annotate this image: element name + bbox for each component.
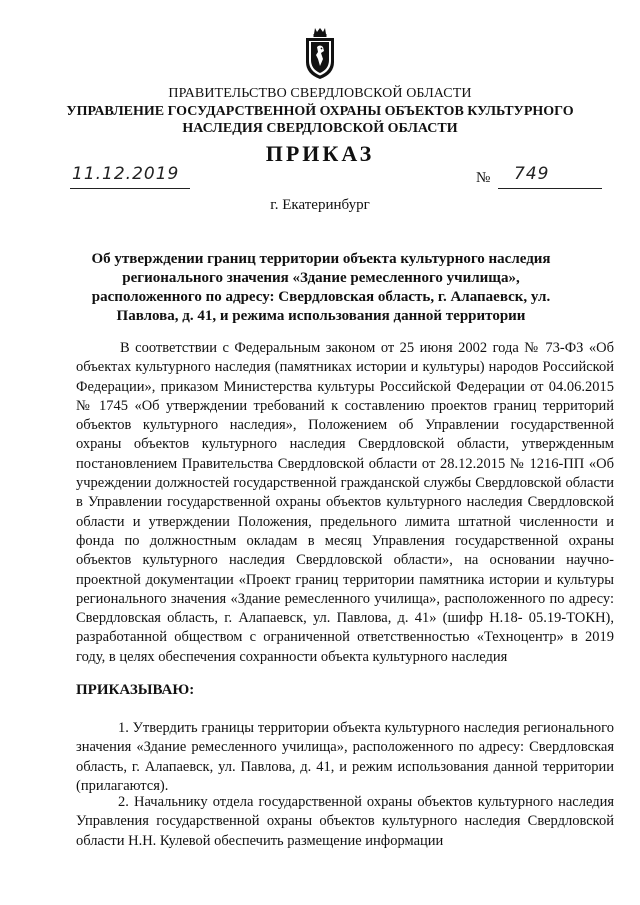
city: г. Екатеринбург — [270, 197, 370, 213]
handwritten-number: 749 — [514, 164, 550, 184]
order-item-2: 2. Начальнику отдела государственной охраны объектов культурного наследия Управления государственной охраны объектов культурного наследия Свердловской области Н.Н. Кулевой обеспечить размещение информации — [76, 794, 614, 849]
government-name: ПРАВИТЕЛЬСТВО СВЕРДЛОВСКОЙ ОБЛАСТИ — [168, 86, 472, 101]
order-item-1: 1. Утвердить границы территории объекта культурного наследия регионального значения «Здание ремесленного училища», расположенного по адресу: Свердловская область, г. Алапаевск, ул. Павлова, д. 41, и режим использования данной территории (прилагаются). — [76, 720, 614, 794]
preamble-paragraph: В соответствии с Федеральным законом от 25 июня 2002 года № 73-ФЗ «Об объектах культурного наследия (памятниках истории и культуры) народов Российской Федерации», приказом Министерства культуры Российской Федерации от 04.06.2015 № 1745 «Об утверждении требований к составлению проектов границ территорий объектов культурного наследия», Положением об Управлении государственной охраны объектов культурного наследия Свердловской области, утвержденным постановлением Правительства Свердловской области от 28.12.2015 № 1216-ПП «Об учреждении должностей государственной гражданской службы Свердловской области в Управлении государственной охраны объектов культурного наследия Свердловской области и утверждении Положения, предельного лимита штатной численности и фонда по должностным окладам в месяц Управления государственной охраны объектов культурного наследия Свердловской области», на основании научно-проектной документации «Проект границ территории памятника истории и культуры регионального значения «Здание ремесленного училища», расположенного по адресу: Свердловская область, г. Алапаевск, ул. Павлова, д. 41» (шифр Н.18- 05.19-ТОКН), разработанной обществом с ограниченной ответственностью «Техноцентр» в 2019 году, в целях обеспечения сохранности объекта культурного наследия — [76, 340, 614, 665]
sverdlovsk-coat-of-arms-icon — [305, 28, 335, 80]
document-title: Об утверждении границ территории объекта культурного наследия регионального значения «Здание ремесленного училища», расположенного по адресу: Свердловская область, г. Алапаевск, ул. Павлова, д. 41, и режима использования данной территории — [91, 251, 551, 324]
number-label: № — [476, 170, 491, 186]
date-field — [70, 164, 190, 189]
order-word: ПРИКАЗЫВАЮ: — [76, 682, 195, 698]
document-type: ПРИКАЗ — [265, 141, 375, 166]
handwritten-date: 11.12.2019 — [72, 164, 180, 184]
department-name: УПРАВЛЕНИЕ ГОСУДАРСТВЕННОЙ ОХРАНЫ ОБЪЕКТОВ КУЛЬТУРНОГО НАСЛЕДИЯ СВЕРДЛОВСКОЙ ОБЛАСТИ — [66, 104, 574, 136]
number-field — [498, 164, 602, 189]
